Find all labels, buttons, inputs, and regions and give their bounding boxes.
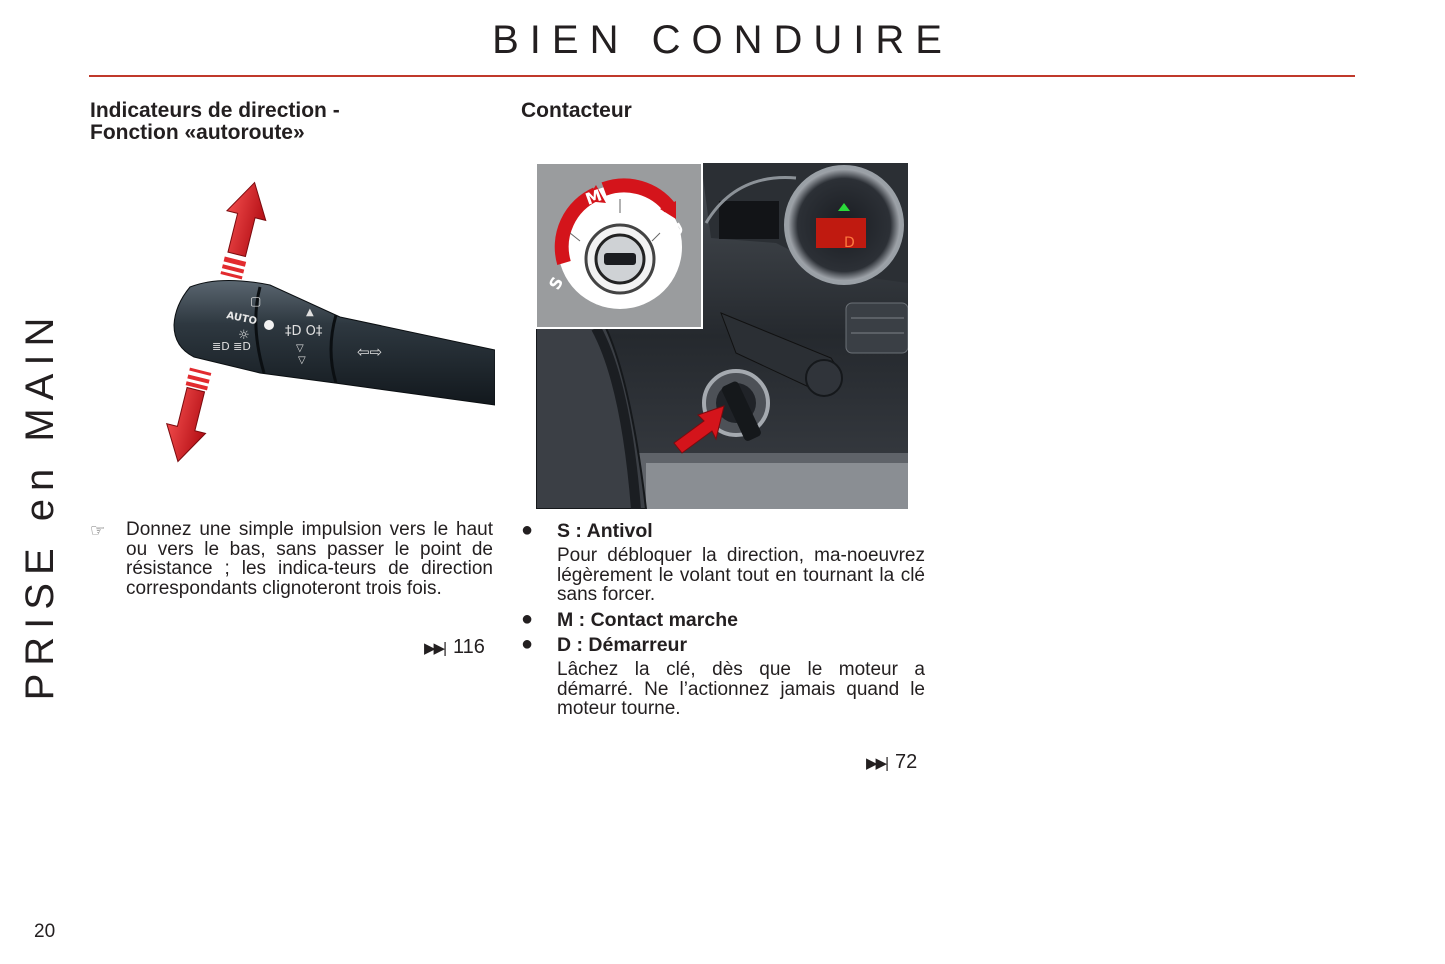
sidelight-icon: ☼ <box>238 328 250 343</box>
fog-light-icon: ‡D O‡ <box>285 324 323 339</box>
bullet-icon: ● <box>521 519 534 541</box>
headlight-icon: ≣D ≣D <box>212 340 251 353</box>
page-number: 20 <box>34 921 56 942</box>
key-slot-icon <box>604 253 636 265</box>
header-divider <box>89 75 1355 77</box>
page-reference-72[interactable] <box>866 751 917 774</box>
turn-signal-heading-line2: Fonction «autoroute» <box>90 121 305 144</box>
turn-signal-stalk-illustration <box>160 175 495 470</box>
next-page-icon: ▶▶| <box>424 640 445 657</box>
position-dot-icon <box>264 320 274 330</box>
gear-indicator: D <box>844 235 855 251</box>
down-arrow-icon <box>160 365 220 466</box>
ignition-heading: Contacteur <box>521 99 632 122</box>
turn-signal-heading-line1: Indicateurs de direction - <box>90 99 340 122</box>
up-triangle-icon: ▲ <box>306 307 314 318</box>
next-page-icon: ▶▶| <box>866 755 887 772</box>
ignition-switch-illustration <box>536 163 908 509</box>
page-reference-116[interactable] <box>424 636 485 659</box>
page-reference-number: 116 <box>452 636 485 658</box>
bullet-description: Lâchez la clé, dès que le moteur a démarré. Ne l’actionnez jamais quand le moteur tourne. <box>557 659 925 719</box>
parking-light-icon: ▢ <box>250 294 262 308</box>
page-title: BIEN CONDUIRE <box>492 18 953 62</box>
bullet-description: Pour débloquer la direction, ma-noeuvrez légèrement le volant tout en tournant la clé sans forcer. <box>557 545 925 605</box>
page-reference-number: 72 <box>894 751 918 773</box>
bullet-icon: ● <box>521 633 534 655</box>
section-side-label: PRISE en MAIN <box>18 309 62 701</box>
auto-label: AUTO <box>225 310 258 328</box>
bullet-icon: ● <box>521 608 534 630</box>
bullet-title: S : Antivol <box>557 520 653 542</box>
key-position-d: D <box>664 219 688 241</box>
pointing-hand-icon: ☞ <box>90 521 106 540</box>
bullet-title: M : Contact marche <box>557 609 738 631</box>
turn-signal-arrows-icon: ⇦⇨ <box>357 343 383 361</box>
turn-signal-note-text: Donnez une simple impulsion vers le haut ou vers le bas, sans passer le point de résistance ; les indica-teurs de direction correspondants clignoteront trois fois. <box>126 519 493 599</box>
key-position-m: M <box>582 185 605 209</box>
down-triangle-icon: ▽ <box>296 343 304 354</box>
bullet-title: D : Démarreur <box>557 634 688 656</box>
down-triangle-2-icon: ▽ <box>298 355 306 366</box>
key-position-s: S <box>545 273 568 293</box>
up-arrow-icon <box>212 178 274 282</box>
